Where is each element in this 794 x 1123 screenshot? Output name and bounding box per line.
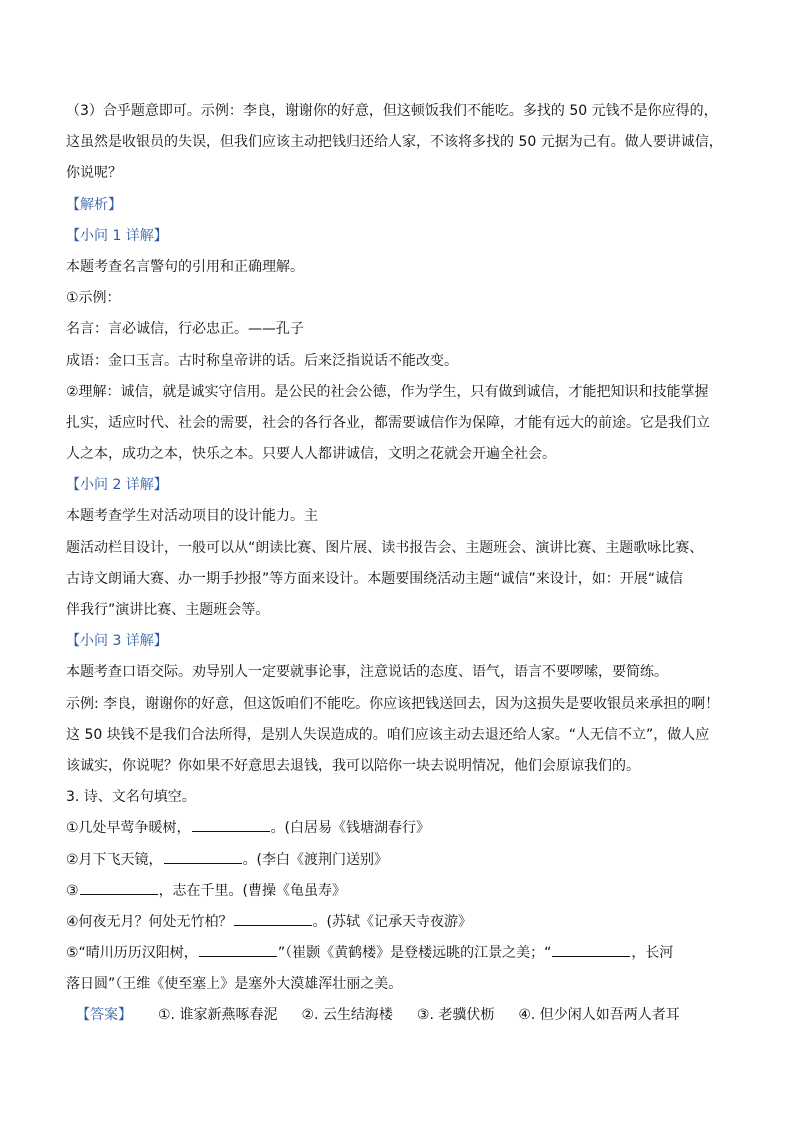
sub1-understanding-1: ②理解：诚信，就是诚实守信用。是公民的社会公德，作为学生，只有做到诚信，才能把知识和技能掌握	[66, 383, 709, 400]
answer-row	[66, 1000, 730, 1031]
fill-blank	[192, 817, 270, 832]
item3-text-a: ③	[66, 882, 79, 899]
answer-tag: 【答案】	[76, 1007, 132, 1024]
sub1-intro: 本题考查名言警句的引用和正确理解。	[66, 258, 304, 275]
fill-blank	[234, 911, 312, 926]
sub1-understanding-2: 扎实，适应时代、社会的需要，社会的各行各业，都需要诚信作为保障，才能有远大的前途。它是我们立	[66, 414, 710, 431]
sub1-idiom: 成语：金口玉言。古时称皇帝讲的话。后来泛指说话不能改变。	[66, 352, 458, 369]
item5-text-c: ，长河	[631, 945, 674, 962]
sub2-line-1: 本题考查学生对活动项目的设计能力。主	[66, 508, 318, 525]
sub2-heading: 【小问 2 详解】	[66, 477, 168, 494]
item5-text-a: ⑤“晴川历历汉阳树，	[66, 945, 198, 962]
question3-item-1	[66, 813, 730, 844]
item4-text-a: ④何夜无月？何处无竹柏？	[66, 913, 233, 930]
question3-item-5	[66, 938, 730, 969]
sub2-line-4: 伴我行”演讲比赛、主题班会等。	[66, 602, 270, 618]
question3-item-5-cont: 落日圆”（王维《使至塞上》是塞外大漠雄浑壮丽之美。	[66, 976, 403, 993]
sub2-line-2: 题活动栏目设计，一般可以从“朗读比赛、图片展、读书报告会、主题班会、演讲比赛、主题歌咏比赛、	[66, 539, 704, 556]
sub3-line-3: 这 50 块钱不是我们合法所得，是别人失误造成的。咱们应该主动去退还给人家。“人无信不立”，做人应	[66, 726, 710, 743]
sub1-quote: 名言：言必诚信，行必忠正。——孔子	[66, 321, 304, 338]
analysis-tag: 【解析】	[66, 196, 122, 213]
question3-title: 3. 诗、文名句填空。	[66, 789, 196, 806]
fill-blank	[552, 942, 630, 957]
item5-text-b: ”（崔颢《黄鹤楼》是登楼远眺的江景之美；“	[277, 945, 552, 962]
fill-blank	[80, 880, 158, 895]
item1-text-a: ①几处早莺争暖树，	[66, 820, 191, 837]
question3-item-3	[66, 876, 730, 907]
sub3-heading: 【小问 3 详解】	[66, 633, 168, 650]
sub1-example-label: ①示例：	[66, 290, 121, 307]
item2-text-a: ②月下飞天镜，	[66, 851, 163, 868]
sub3-line-4: 该诚实，你说呢？你如果不好意思去退钱，我可以陪你一块去说明情况，他们会原谅我们的。	[66, 757, 640, 774]
sub1-heading: 【小问 1 详解】	[66, 227, 168, 244]
q3-answer-line-1: （3）合乎题意即可。示例：李良，谢谢你的好意，但这顿饭我们不能吃。多找的 50 元钱不是你应得的，	[66, 103, 718, 119]
fill-blank	[164, 849, 242, 864]
answer-2: ②. 云生结海楼	[301, 1007, 393, 1024]
sub3-line-2: 示例: 李良，谢谢你的好意，但这饭咱们不能吃。你应该把钱送回去，因为这损失是要收银员来承担的啊！	[66, 695, 720, 712]
item2-text-b: 。(李白《渡荆门送别》	[242, 851, 389, 868]
sub1-understanding-3: 人之本，成功之本，快乐之本。只要人人都讲诚信，文明之花就会开遍全社会。	[66, 446, 556, 463]
answer-3: ③. 老骥伏枥	[416, 1007, 495, 1024]
item4-text-b: 。(苏轼《记承天寺夜游》	[312, 913, 473, 930]
sub2-line-3: 古诗文朗诵大赛、办一期手抄报”等方面来设计。本题要围绕活动主题“诚信”来设计，如：开展“诚信	[66, 570, 684, 587]
q3-answer-line-2: 这虽然是收银员的失误，但我们应该主动把钱归还给人家，不该将多找的 50 元据为己有。做人要讲诚信，	[66, 134, 723, 151]
question3-item-2	[66, 845, 730, 876]
question3-item-4	[66, 907, 730, 938]
document-body	[66, 96, 730, 1032]
item1-text-b: 。(白居易《钱塘湖春行》	[270, 820, 431, 837]
sub3-line-1: 本题考查口语交际。劝导别人一定要就事论事，注意说话的态度、语气，语言不要啰嗦，要简练。	[66, 664, 668, 681]
answer-1: ①. 谁家新燕啄春泥	[158, 1007, 278, 1024]
answer-4: ④. 但少闲人如吾两人者耳	[518, 1007, 680, 1024]
item3-text-b: ，志在千里。(曹操《龟虽寿》	[158, 882, 347, 899]
q3-answer-line-3: 你说呢？	[66, 165, 122, 182]
fill-blank	[199, 942, 277, 957]
